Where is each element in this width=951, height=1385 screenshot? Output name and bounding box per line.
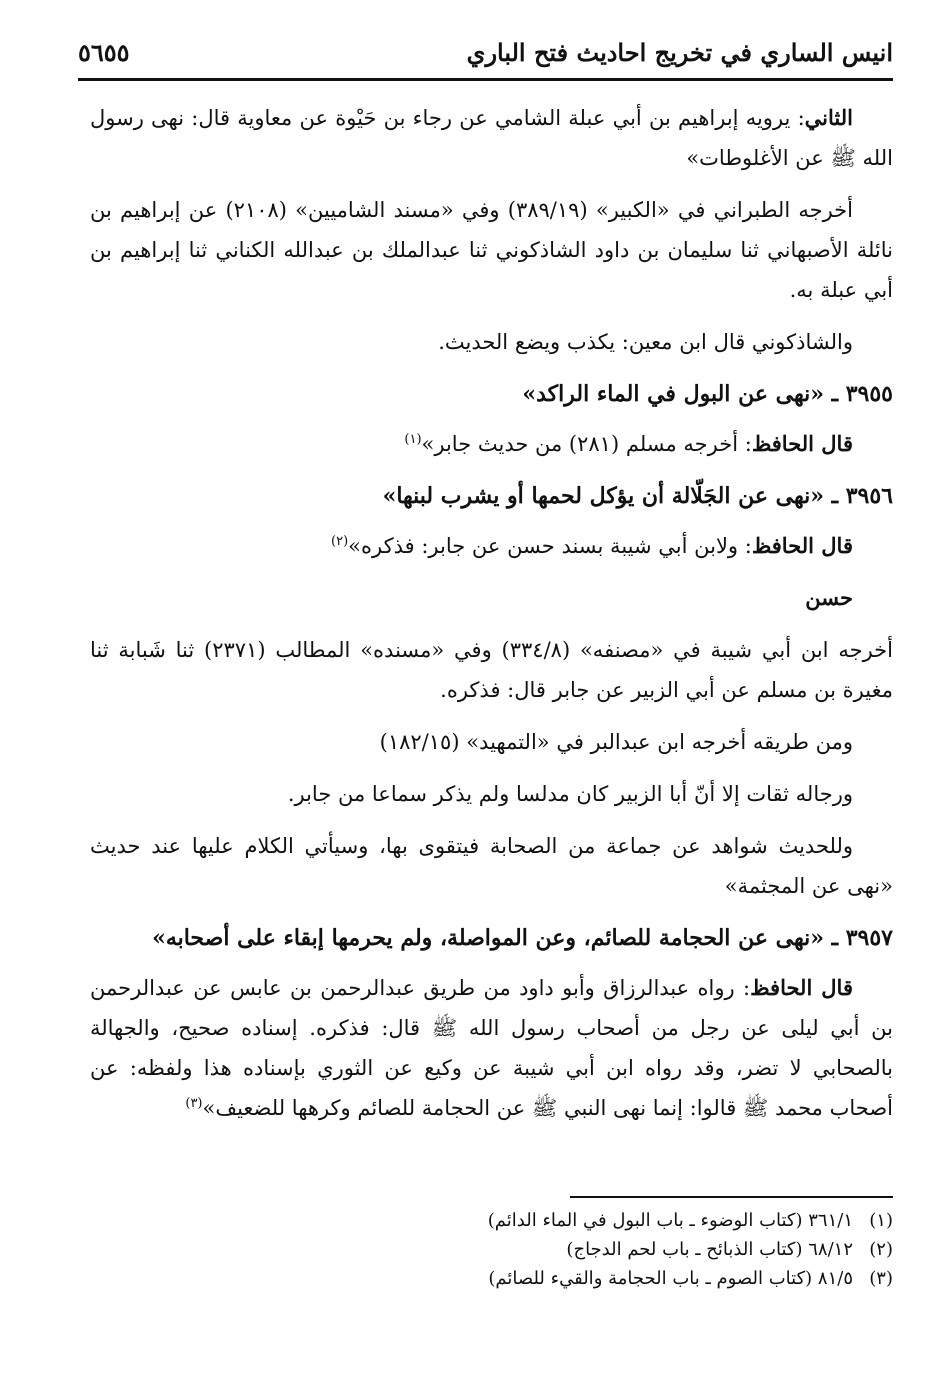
paragraph-text: : أخرجه مسلم (٢٨١) من حديث جابر» xyxy=(421,432,752,456)
paragraph-hafiz-3957 xyxy=(90,968,893,1128)
hadith-heading-3956: ٣٩٥٦ ـ «نهى عن الجَلّالة أن يؤكل لحمها أو يشرب لبنها» xyxy=(382,483,893,509)
footnote-number: (١) xyxy=(869,1210,893,1231)
paragraph-tamhid: ومن طريقه أخرجه ابن عبدالبر في «التمهيد» (١٨٢/١٥) xyxy=(379,730,853,754)
paragraph-label: الثاني xyxy=(804,105,853,130)
page-number: ٥٦٥٥ xyxy=(78,38,130,67)
footnote-rule xyxy=(570,1196,893,1198)
footnote-ref: (٣) xyxy=(185,1096,203,1111)
running-header-title: انيس الساري في تخريج احاديث فتح الباري xyxy=(466,38,893,67)
hadith-heading-3955: ٣٩٥٥ ـ «نهى عن البول في الماء الراكد» xyxy=(522,381,893,407)
paragraph-label: قال الحافظ xyxy=(751,431,853,456)
paragraph-shadhakuni: والشاذكوني قال ابن معين: يكذب ويضع الحديث. xyxy=(438,330,853,354)
paragraph-takhrij-tabarani: أخرجه الطبراني في «الكبير» (٣٨٩/١٩) وفي «مسند الشاميين» (٢١٠٨) عن إبراهيم بن نائلة الأصبهاني ثنا سليمان بن داود الشاذكوني ثنا عبدالملك بن عبدالله الكناني ثنا إبراهيم بن أبي عبلة به. xyxy=(90,198,893,302)
paragraph-shawahid: وللحديث شواهد عن جماعة من الصحابة فيتقوى بها، وسيأتي الكلام عليها عند حديث «نهى عن المجثمة» xyxy=(90,834,893,898)
hadith-heading-3957: ٣٩٥٧ ـ «نهى عن الحجامة للصائم، وعن المواصلة، ولم يحرمها إبقاء على أصحابه» xyxy=(152,925,893,951)
footnote-text: ٦٨/١٢ (كتاب الذبائح ـ باب لحم الدجاج) xyxy=(566,1239,853,1260)
footnote-ref: (١) xyxy=(404,432,422,447)
footnote-ref: (٢) xyxy=(331,534,349,549)
main-text xyxy=(90,98,893,1140)
footnote-text: ٨١/٥ (كتاب الصوم ـ باب الحجامة والقيء للصائم) xyxy=(488,1268,853,1289)
paragraph-text: : رواه عبدالرزاق وأبو داود من طريق عبدالرحمن بن عابس عن عبدالرحمن بن أبي ليلى عن رجل من أصحاب رسول الله ﷺ قال: فذكره. إسناده صحيح، والجهالة بالصحابي لا تضر، وقد رواه ابن أبي شيبة عن وكيع عن الثوري بإسناده هذا ولفظه: عن أصحاب محمد ﷺ قالوا: إنما نهى النبي ﷺ عن الحجامة للصائم وكرهها للضعيف» xyxy=(90,976,893,1120)
footnotes xyxy=(90,1206,893,1293)
footnote-text: ٣٦١/١ (كتاب الوضوء ـ باب البول في الماء الدائم) xyxy=(487,1210,853,1231)
paragraph-rijal: ورجاله ثقات إلا أنّ أبا الزبير كان مدلسا ولم يذكر سماعا من جابر. xyxy=(287,782,853,806)
paragraph-hafiz-3955 xyxy=(90,424,893,464)
paragraph-text: : يرويه إبراهيم بن أبي عبلة الشامي عن رجاء بن حَيْوة عن معاوية قال: نهى رسول الله ﷺ عن الأغلوطات» xyxy=(90,106,893,170)
paragraph-ibn-abi-shaybah: أخرجه ابن أبي شيبة في «مصنفه» (٣٣٤/٨) وفي «مسنده» المطالب (٢٣٧١) ثنا شَبابة ثنا مغيرة بن مسلم عن أبي الزبير عن جابر قال: فذكره. xyxy=(90,638,893,702)
grading-hasan: حسن xyxy=(805,585,853,610)
paragraph-hafiz-3956 xyxy=(90,526,893,566)
footnote-item xyxy=(90,1264,893,1293)
paragraph-text: : ولابن أبي شيبة بسند حسن عن جابر: فذكره» xyxy=(348,534,752,558)
header-rule xyxy=(78,78,893,81)
paragraph-label: قال الحافظ xyxy=(751,533,853,558)
paragraph-label: قال الحافظ xyxy=(750,975,853,1000)
footnote-item xyxy=(90,1206,893,1235)
paragraph-second-narration xyxy=(90,98,893,178)
footnote-number: (٢) xyxy=(869,1239,893,1260)
footnote-number: (٣) xyxy=(869,1268,893,1289)
footnote-item xyxy=(90,1235,893,1264)
